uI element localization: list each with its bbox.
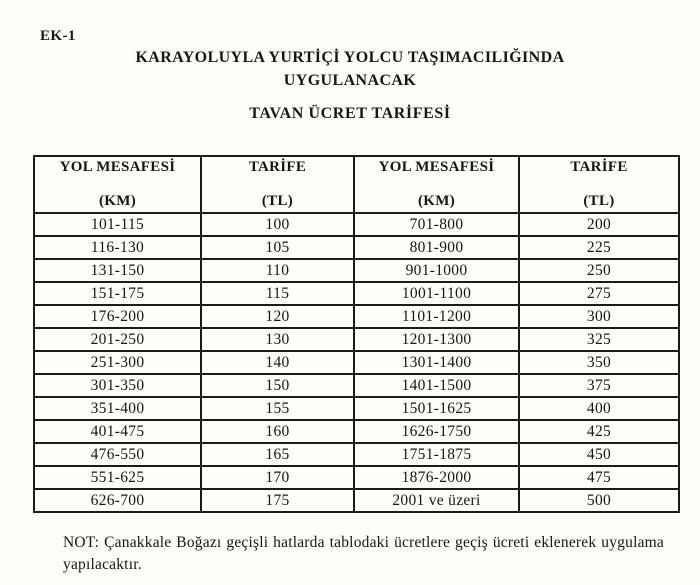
table-row bbox=[34, 374, 679, 397]
table-cell: 155 bbox=[201, 397, 354, 420]
header-unit: (TL) bbox=[261, 193, 294, 209]
table-cell: 131-150 bbox=[34, 259, 201, 282]
table-cell: 275 bbox=[519, 282, 679, 305]
table-cell: 1751-1875 bbox=[354, 443, 519, 466]
table-cell: 201-250 bbox=[34, 328, 201, 351]
table-cell: 1626-1750 bbox=[354, 420, 519, 443]
table-cell: 1301-1400 bbox=[354, 351, 519, 374]
table-row bbox=[34, 420, 679, 443]
table-cell: 151-175 bbox=[34, 282, 201, 305]
header-unit: (TL) bbox=[583, 193, 615, 209]
header-label: TARİFE bbox=[248, 159, 307, 175]
annex-tag: EK-1 bbox=[40, 28, 76, 44]
table-row bbox=[34, 489, 679, 512]
table-cell: 165 bbox=[201, 443, 354, 466]
tariff-table-body bbox=[34, 213, 679, 512]
table-cell: 801-900 bbox=[354, 236, 519, 259]
document-title-line1: KARAYOLUYLA YURTİÇİ YOLCU TAŞIMACILIĞINDA bbox=[135, 49, 565, 66]
table-row bbox=[34, 213, 679, 236]
table-row bbox=[34, 443, 679, 466]
document-title bbox=[0, 46, 700, 92]
table-cell: 450 bbox=[519, 443, 679, 466]
table-cell: 175 bbox=[201, 489, 354, 512]
table-cell: 626-700 bbox=[34, 489, 201, 512]
table-cell: 115 bbox=[201, 282, 354, 305]
table-cell: 500 bbox=[519, 489, 679, 512]
document-subtitle: TAVAN ÜCRET TARİFESİ bbox=[249, 105, 451, 122]
table-cell: 120 bbox=[201, 305, 354, 328]
header-cell-distance-1 bbox=[34, 156, 201, 213]
table-row bbox=[34, 397, 679, 420]
table-cell: 250 bbox=[519, 259, 679, 282]
table-cell: 301-350 bbox=[34, 374, 201, 397]
footnote: NOT: Çanakkale Boğazı geçişli hatlarda tablodaki ücretlere geçiş ücreti eklenerek uygulama yapılacaktır. bbox=[63, 534, 664, 573]
table-cell: 251-300 bbox=[34, 351, 201, 374]
table-cell: 101-115 bbox=[34, 213, 201, 236]
header-label: TARİFE bbox=[570, 159, 628, 175]
table-cell: 176-200 bbox=[34, 305, 201, 328]
table-cell: 401-475 bbox=[34, 420, 201, 443]
table-row bbox=[34, 466, 679, 489]
table-cell: 475 bbox=[519, 466, 679, 489]
header-label: YOL MESAFESİ bbox=[59, 159, 176, 175]
tariff-table-head bbox=[34, 156, 679, 213]
table-cell: 110 bbox=[201, 259, 354, 282]
table-cell: 130 bbox=[201, 328, 354, 351]
table-cell: 400 bbox=[519, 397, 679, 420]
table-cell: 1201-1300 bbox=[354, 328, 519, 351]
table-row bbox=[34, 351, 679, 374]
header-unit: (KM) bbox=[98, 193, 136, 209]
table-cell: 150 bbox=[201, 374, 354, 397]
header-label: YOL MESAFESİ bbox=[378, 159, 495, 175]
table-cell: 170 bbox=[201, 466, 354, 489]
header-row bbox=[34, 156, 679, 213]
table-cell: 351-400 bbox=[34, 397, 201, 420]
header-unit: (KM) bbox=[417, 193, 455, 209]
table-cell: 105 bbox=[201, 236, 354, 259]
document-title-line2: UYGULANACAK bbox=[283, 72, 417, 89]
table-cell: 425 bbox=[519, 420, 679, 443]
table-row bbox=[34, 236, 679, 259]
header-cell-tariff-2 bbox=[519, 156, 679, 213]
table-cell: 1501-1625 bbox=[354, 397, 519, 420]
table-cell: 300 bbox=[519, 305, 679, 328]
table-cell: 100 bbox=[201, 213, 354, 236]
table-cell: 1876-2000 bbox=[354, 466, 519, 489]
table-cell: 140 bbox=[201, 351, 354, 374]
table-cell: 1001-1100 bbox=[354, 282, 519, 305]
table-row bbox=[34, 305, 679, 328]
table-cell: 2001 ve üzeri bbox=[354, 489, 519, 512]
table-cell: 551-625 bbox=[34, 466, 201, 489]
table-cell: 225 bbox=[519, 236, 679, 259]
table-cell: 901-1000 bbox=[354, 259, 519, 282]
table-cell: 476-550 bbox=[34, 443, 201, 466]
table-cell: 325 bbox=[519, 328, 679, 351]
table-cell: 116-130 bbox=[34, 236, 201, 259]
table-cell: 200 bbox=[519, 213, 679, 236]
table-cell: 701-800 bbox=[354, 213, 519, 236]
header-cell-tariff-1 bbox=[201, 156, 354, 213]
table-cell: 160 bbox=[201, 420, 354, 443]
table-cell: 350 bbox=[519, 351, 679, 374]
table-row bbox=[34, 282, 679, 305]
header-cell-distance-2 bbox=[354, 156, 519, 213]
table-row bbox=[34, 328, 679, 351]
table-row bbox=[34, 259, 679, 282]
tariff-table bbox=[33, 155, 680, 513]
table-cell: 375 bbox=[519, 374, 679, 397]
table-cell: 1101-1200 bbox=[354, 305, 519, 328]
table-cell: 1401-1500 bbox=[354, 374, 519, 397]
